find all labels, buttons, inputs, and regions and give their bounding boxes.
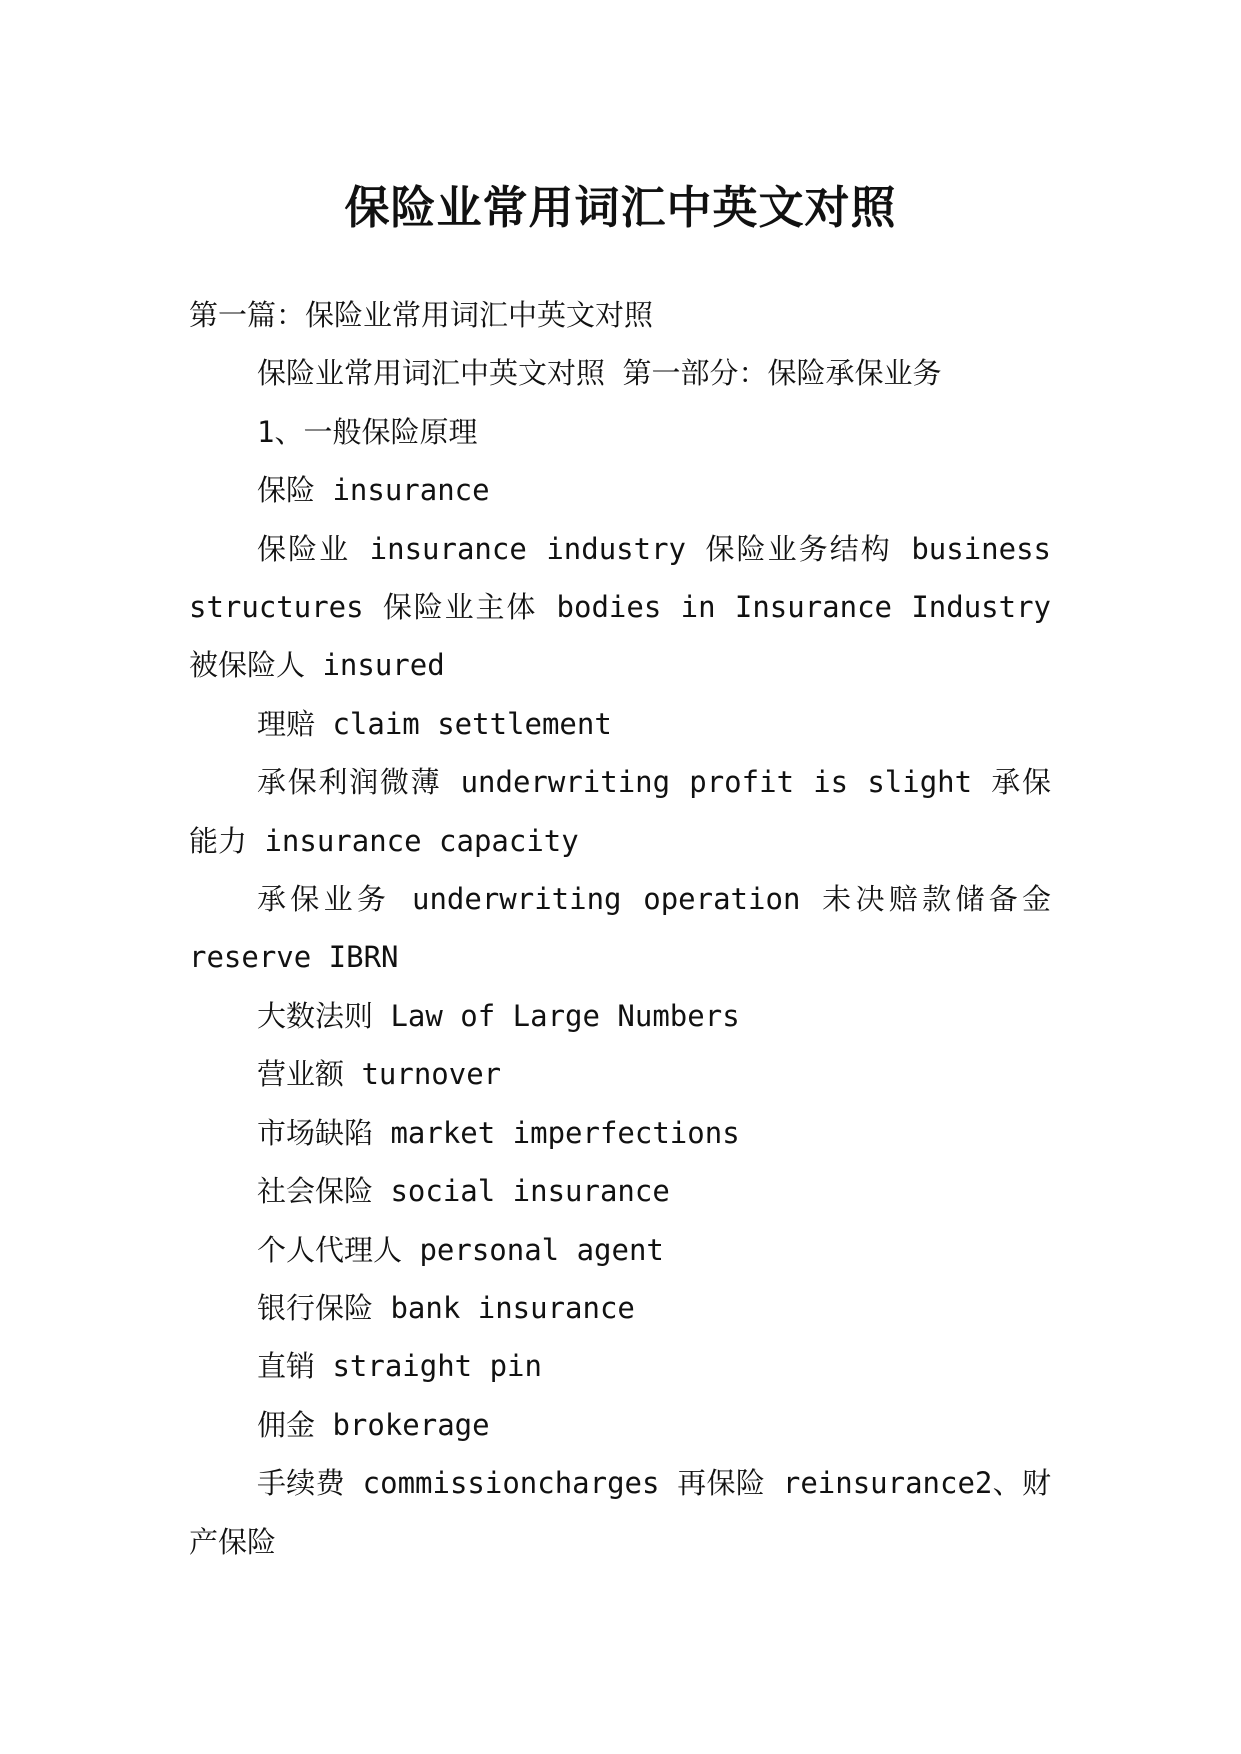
paragraph: 个人代理人 personal agent bbox=[257, 1232, 664, 1267]
paragraph: 第一篇：保险业常用词汇中英文对照 bbox=[189, 298, 654, 332]
paragraph: 手续费 commissioncharges 再保险 reinsurance2、财产保险 bbox=[189, 1466, 1051, 1559]
paragraph: 保险业常用词汇中英文对照 第一部分：保险承保业务 bbox=[257, 356, 942, 391]
paragraph: 保险 insurance bbox=[257, 473, 490, 508]
document-title: 保险业常用词汇中英文对照 bbox=[344, 181, 897, 235]
paragraph: 承保业务 underwriting operation 未决赔款储备金 reserve IBRN bbox=[189, 882, 1051, 975]
paragraph: 银行保险 bank insurance bbox=[257, 1290, 635, 1325]
document-body bbox=[189, 286, 1051, 1571]
paragraph: 佣金 brokerage bbox=[257, 1407, 490, 1442]
paragraph: 营业额 turnover bbox=[257, 1057, 502, 1092]
paragraph: 1、一般保险原理 bbox=[257, 414, 478, 449]
paragraph: 市场缺陷 market imperfections bbox=[257, 1115, 740, 1150]
paragraph: 理赔 claim settlement bbox=[257, 706, 612, 741]
paragraph: 直销 straight pin bbox=[257, 1349, 542, 1384]
paragraph: 大数法则 Law of Large Numbers bbox=[257, 998, 740, 1033]
paragraph: 保险业 insurance industry 保险业务结构 business structures 保险业主体 bodies in Insurance Industry 被保险人 insured bbox=[189, 531, 1051, 683]
paragraph: 承保利润微薄 underwriting profit is slight 承保能力 insurance capacity bbox=[189, 765, 1051, 858]
paragraph: 社会保险 social insurance bbox=[257, 1174, 670, 1209]
